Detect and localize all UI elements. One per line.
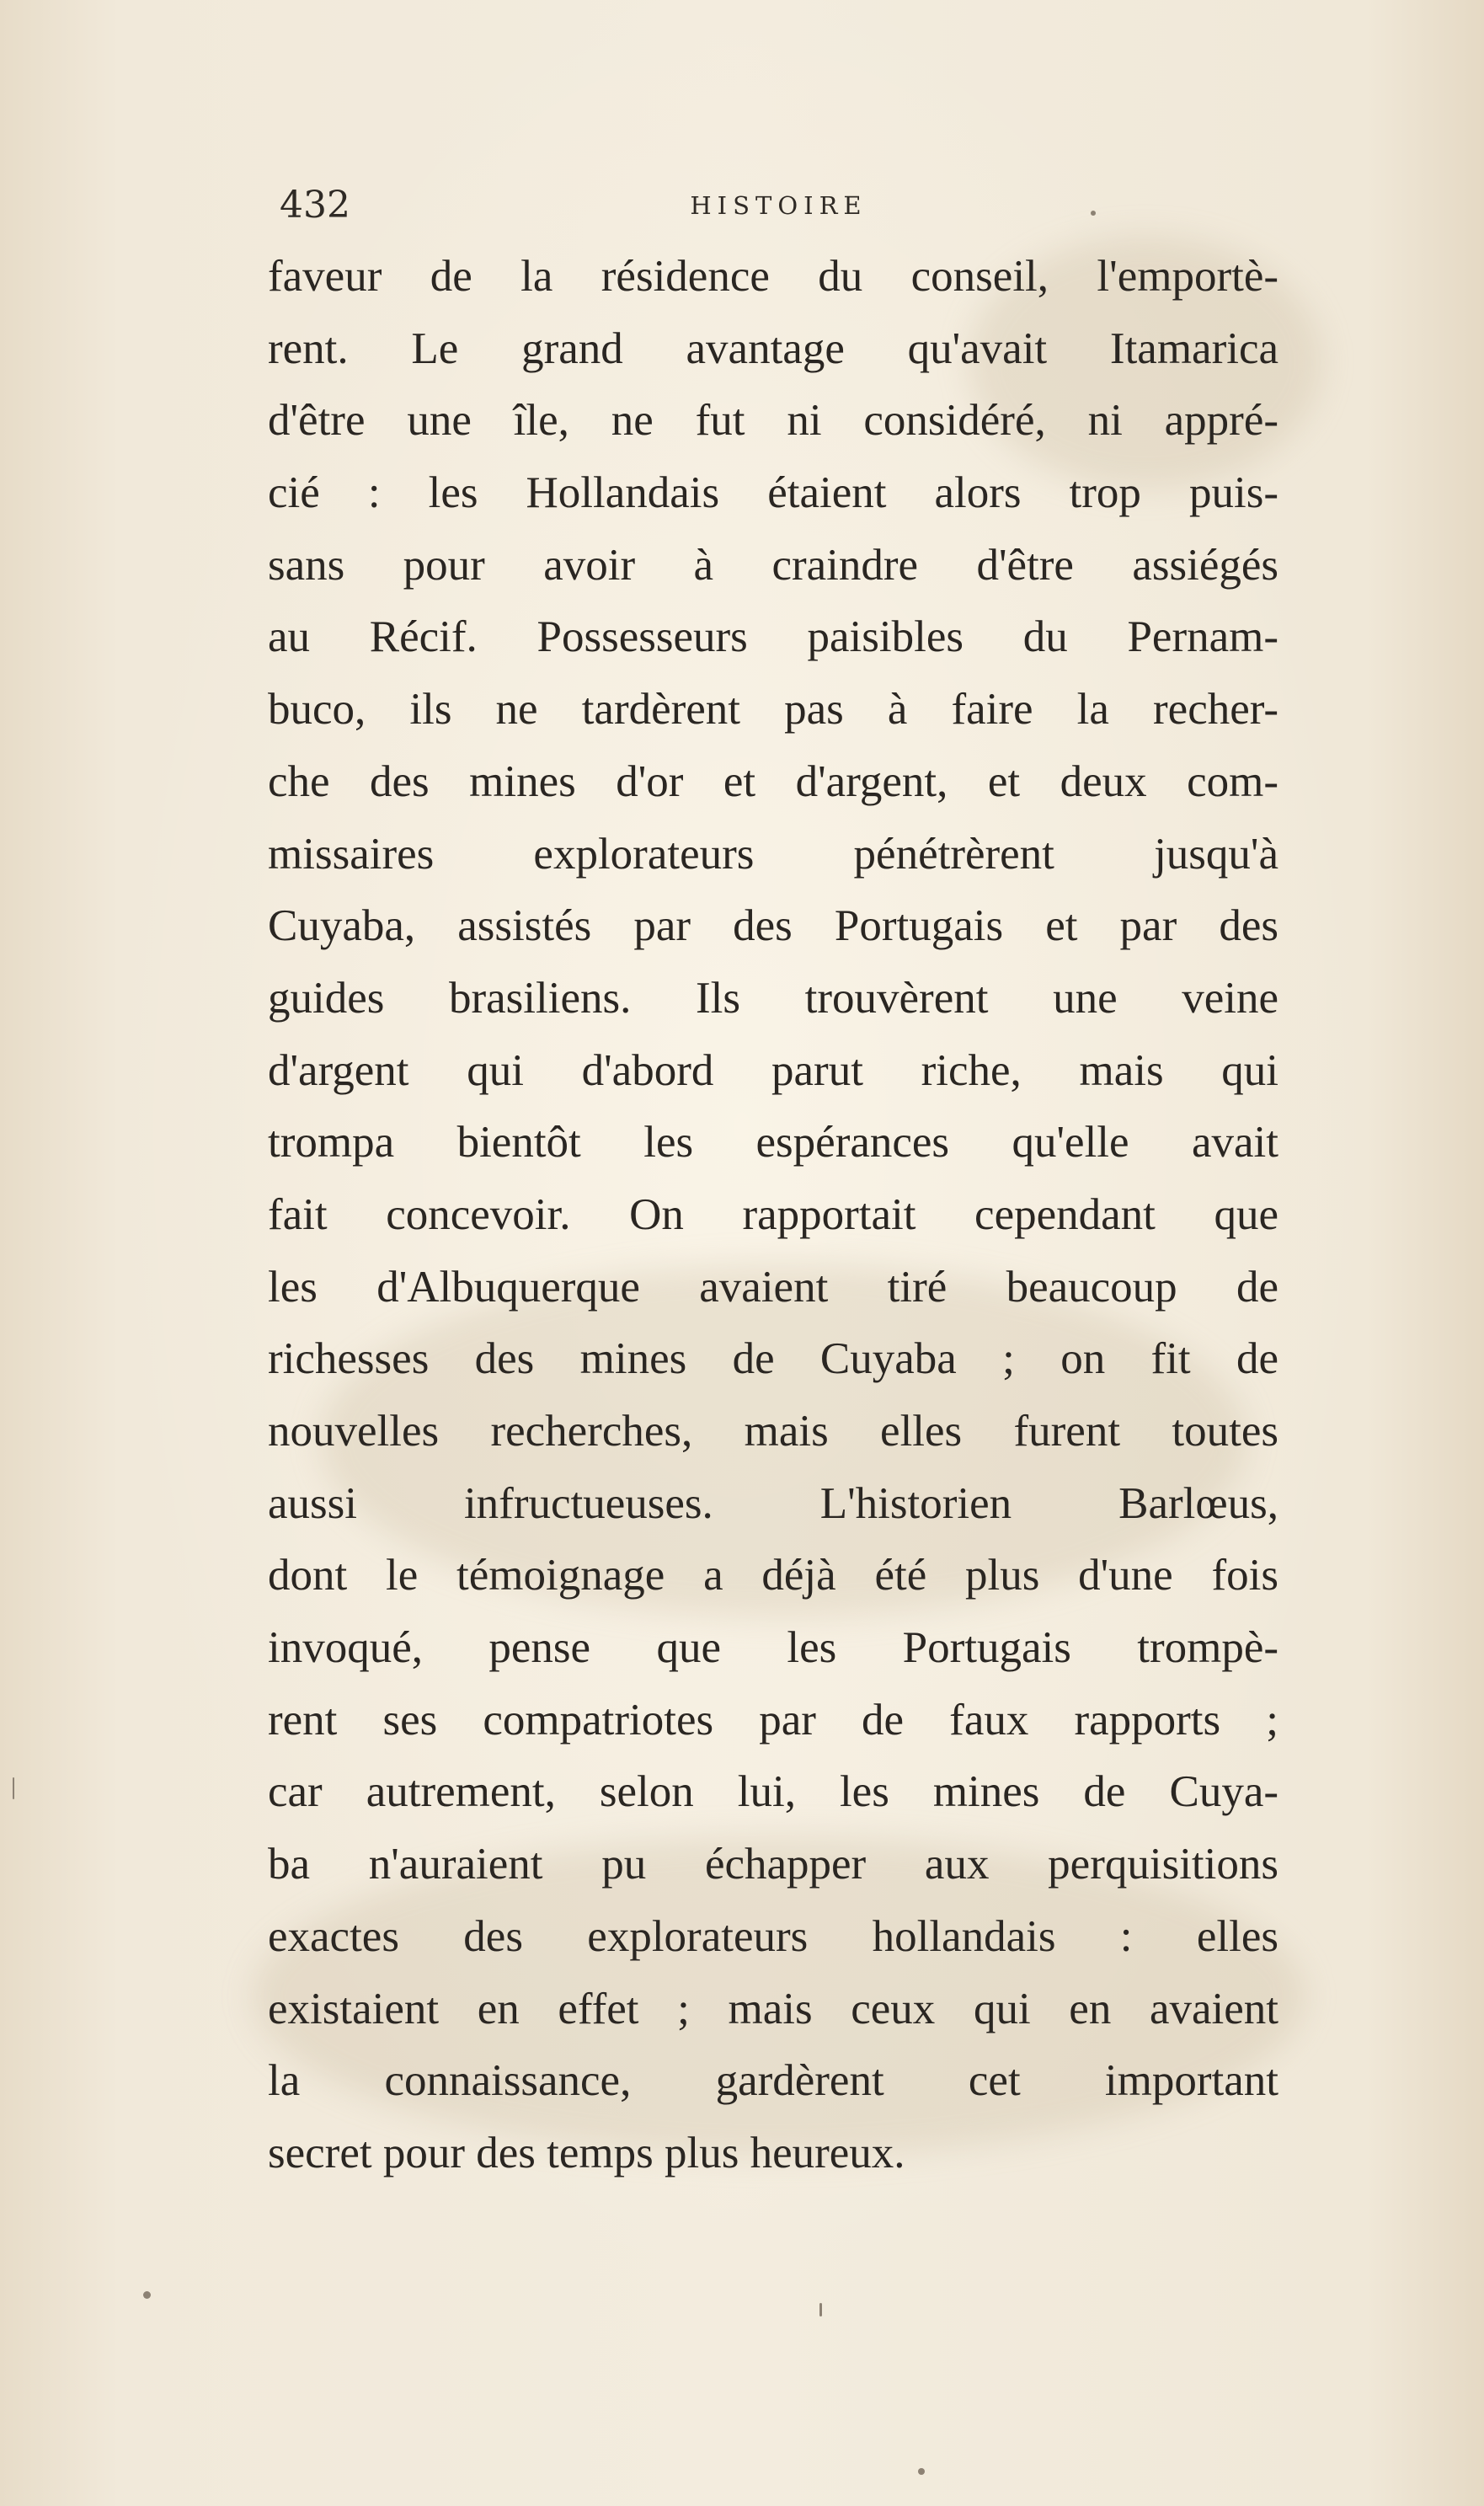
text-line: dont le témoignage a déjà été plus d'une fois [268, 1551, 1278, 1600]
text-line: fait concevoir. On rapportait cependant que [268, 1189, 1278, 1239]
body-text [268, 241, 1278, 2190]
text-line: aussi infructueuses. L'historien Barlœus, [268, 1478, 1278, 1528]
paper-speck [143, 2291, 151, 2299]
paper-speck [918, 2468, 925, 2475]
running-head-title: HISTOIRE [690, 191, 867, 220]
text-line: ba n'auraient pu échapper aux perquisitions [268, 1840, 1278, 1889]
text-line: existaient en effet ; mais ceux qui en avaient [268, 1984, 1278, 2033]
text-line: d'être une île, ne fut ni considéré, ni appré- [268, 396, 1278, 446]
text-line: car autrement, selon lui, les mines de Cuya- [268, 1767, 1278, 1817]
text-line: nouvelles recherches, mais elles furent toutes [268, 1407, 1278, 1456]
paper-speck [13, 1777, 14, 1799]
paper-speck [819, 2303, 822, 2316]
text-line: cié : les Hollandais étaient alors trop puis- [268, 468, 1278, 518]
text-line: d'argent qui d'abord parut riche, mais qui [268, 1045, 1278, 1095]
text-line: faveur de la résidence du conseil, l'emportè- [268, 252, 1278, 301]
text-line: Cuyaba, assistés par des Portugais et par des [268, 901, 1278, 951]
text-line: exactes des explorateurs hollandais : elles [268, 1911, 1278, 1961]
text-line: au Récif. Possesseurs paisibles du Pernam- [268, 612, 1278, 662]
text-line: les d'Albuquerque avaient tiré beaucoup de [268, 1262, 1278, 1312]
text-line: buco, ils ne tardèrent pas à faire la recher- [268, 685, 1278, 735]
text-line: invoqué, pense que les Portugais trompè- [268, 1623, 1278, 1673]
text-line: che des mines d'or et d'argent, et deux com- [268, 756, 1278, 806]
text-line: secret pour des temps plus heureux. [268, 2128, 905, 2177]
text-line: missaires explorateurs pénétrèrent jusqu'à [268, 829, 1278, 879]
page-number: 432 [280, 184, 350, 227]
running-head [280, 180, 1278, 231]
text-line: sans pour avoir à craindre d'être assiégés [268, 540, 1278, 590]
text-line: trompa bientôt les espérances qu'elle avait [268, 1118, 1278, 1168]
text-line: guides brasiliens. Ils trouvèrent une veine [268, 973, 1278, 1023]
text-line: rent. Le grand avantage qu'avait Itamarica [268, 323, 1278, 373]
text-line: la connaissance, gardèrent cet important [268, 2056, 1278, 2106]
text-line: rent ses compatriotes par de faux rapports ; [268, 1695, 1278, 1745]
text-line: richesses des mines de Cuyaba ; on fit de [268, 1334, 1278, 1384]
